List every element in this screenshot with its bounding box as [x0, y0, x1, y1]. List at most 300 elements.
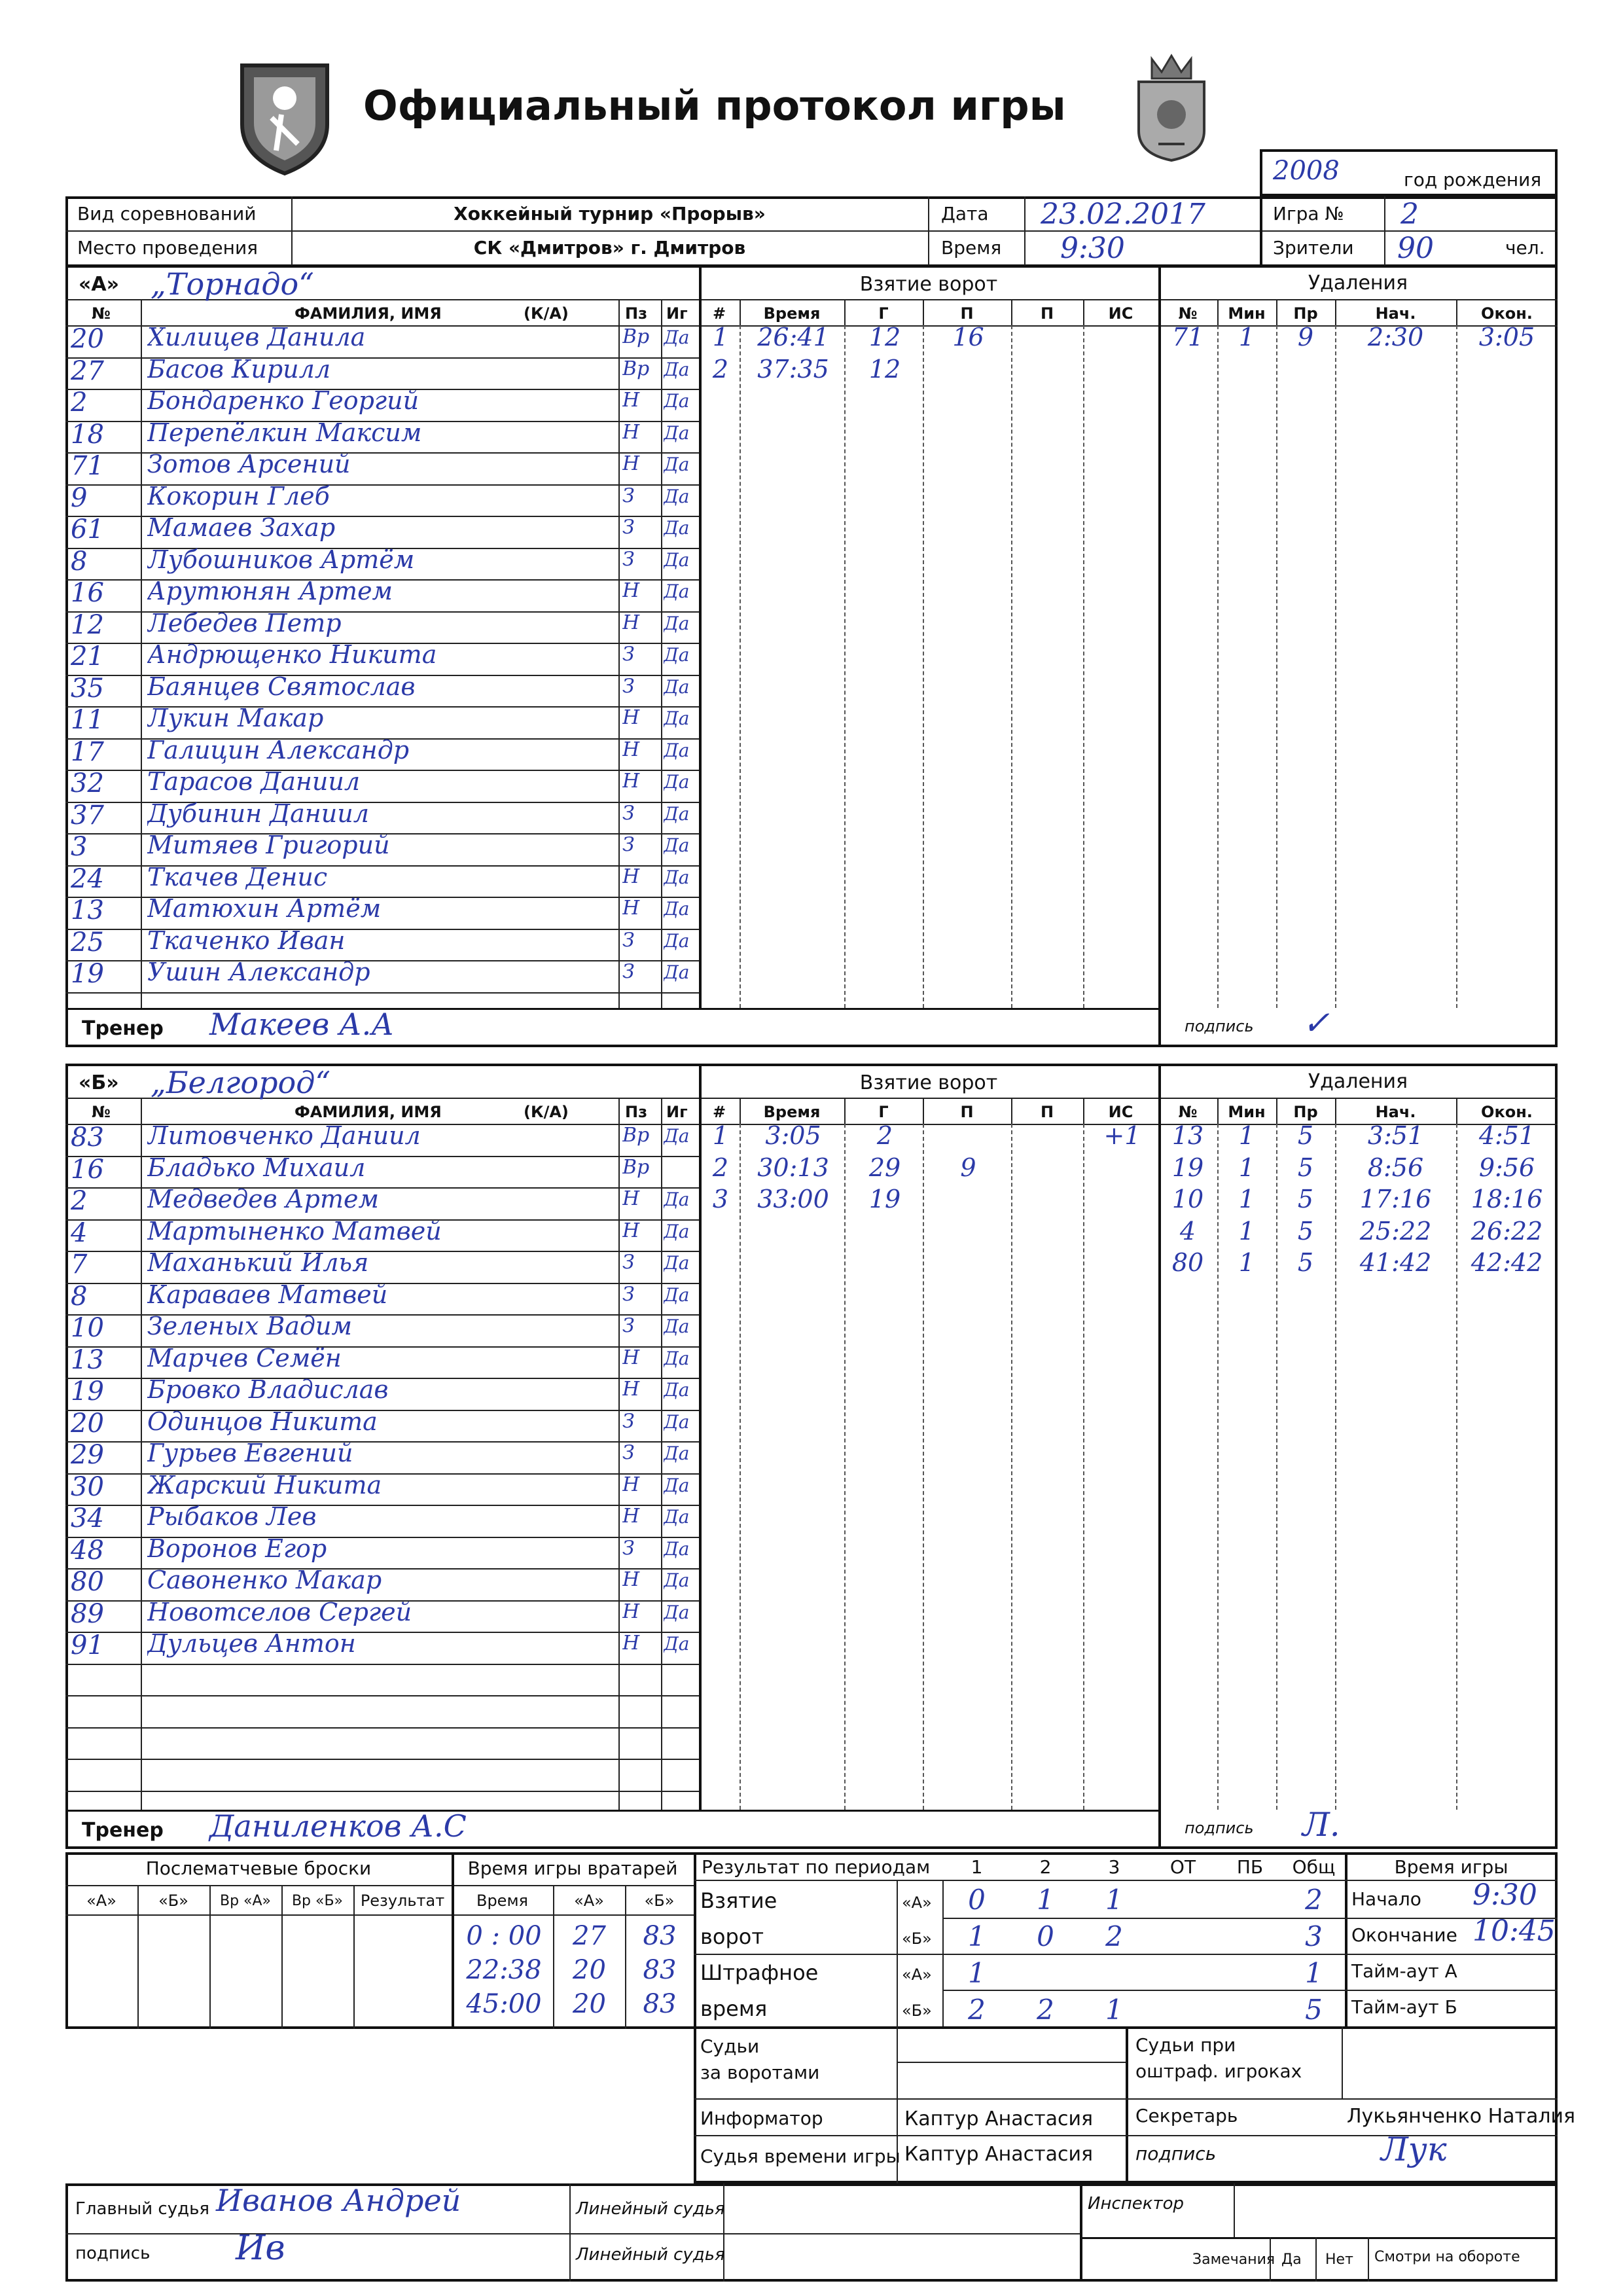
col-pen-num-label: №: [1178, 1103, 1198, 1121]
divider: [1217, 1098, 1219, 1124]
penalty-pr: 5: [1297, 1153, 1314, 1182]
competition-value: Хоккейный турнир «Прорыв»: [454, 203, 766, 224]
player-number: 11: [71, 705, 104, 735]
player-played: Да: [664, 1443, 690, 1464]
player-position: З: [622, 1251, 635, 1274]
player-position: Вр: [622, 1155, 650, 1179]
gk-time: 0 : 00: [466, 1921, 542, 1951]
player-position: З: [622, 1409, 635, 1433]
start-value: 9:30: [1472, 1878, 1537, 1912]
period-value-goals_a: 1: [1105, 1884, 1123, 1916]
coach-signature-label: подпись: [1185, 1819, 1254, 1837]
col-g-hash-label: #: [712, 304, 726, 323]
player-played: Да: [664, 1252, 690, 1274]
col-g-is-label: ИС: [1108, 1103, 1133, 1121]
penalty-end: 42:42: [1471, 1248, 1543, 1277]
player-name: Литовченко Даниил: [147, 1121, 421, 1150]
player-name: Хилицев Данила: [147, 323, 366, 351]
divider: [923, 299, 924, 325]
row-line: [65, 1727, 699, 1729]
player-name: Зотов Арсений: [147, 450, 351, 478]
linesman-1-label: Линейный судья: [576, 2199, 725, 2219]
pim-label-1: Штрафное: [700, 1960, 819, 1985]
coach-label: Тренер: [82, 1017, 164, 1040]
player-number: 83: [71, 1122, 104, 1153]
goal-n: 2: [712, 354, 729, 384]
page-title: Официальный протокол игры: [363, 82, 1066, 130]
col-name-label: ФАМИЛИЯ, ИМЯ: [294, 304, 442, 323]
player-name: Караваев Матвей: [147, 1280, 388, 1309]
divider: [1011, 325, 1012, 1008]
period-value-pim_a: 1: [968, 1957, 986, 1989]
player-played: Да: [664, 771, 690, 793]
penalty-end: 9:56: [1478, 1153, 1535, 1182]
player-name: Маханький Илья: [147, 1248, 369, 1277]
player-name: Марчев Семён: [147, 1343, 342, 1372]
goal-is: +1: [1103, 1121, 1141, 1150]
penalty-end: 26:22: [1471, 1216, 1543, 1246]
divider: [699, 1064, 702, 1810]
referee-label: Главный судья: [75, 2199, 210, 2219]
goal-n: 2: [712, 1153, 729, 1182]
player-number: 12: [71, 609, 104, 640]
player-number: 71: [71, 451, 104, 481]
col-ka-label: (К/А): [524, 1103, 569, 1121]
player-name: Лукин Макар: [147, 704, 324, 732]
remarks-no: Нет: [1325, 2251, 1353, 2268]
shootout-col-a: «А»: [86, 1892, 116, 1910]
timekeeper-value: Каптур Анастасия: [904, 2143, 1094, 2166]
divider: [740, 1124, 741, 1810]
goal-time: 33:00: [757, 1185, 829, 1213]
coach-signature-label: подпись: [1185, 1017, 1254, 1035]
player-position: Н: [622, 389, 640, 412]
player-number: 37: [71, 800, 104, 831]
col-pz-label: Пз: [625, 1103, 648, 1121]
goal-n: 1: [712, 323, 729, 351]
col-pen-start-label: Нач.: [1375, 304, 1416, 323]
player-name: Митяев Григорий: [147, 831, 390, 859]
row-line: [65, 1791, 699, 1792]
goal-p1: 16: [952, 323, 984, 351]
player-name: Гурьев Евгений: [147, 1439, 353, 1467]
player-played: Да: [664, 358, 690, 380]
player-position: З: [622, 1441, 635, 1464]
player-played: Да: [664, 1220, 690, 1242]
player-position: Вр: [622, 357, 650, 380]
player-played: Да: [664, 1283, 690, 1306]
player-name: Савоненко Макар: [147, 1566, 382, 1594]
gk-time-title: Время игры вратарей: [467, 1857, 678, 1879]
player-name: Мартыненко Матвей: [147, 1216, 442, 1246]
gk-a: 27: [573, 1921, 606, 1951]
period-value-goals_a: 0: [968, 1884, 986, 1916]
player-number: 13: [71, 895, 104, 925]
player-position: З: [622, 801, 635, 825]
player-number: 2: [71, 387, 88, 418]
player-name: Одинцов Никита: [147, 1407, 378, 1436]
divider: [1158, 265, 1161, 1047]
col-g-is-label: ИС: [1108, 304, 1133, 323]
divider: [618, 299, 620, 1008]
pim-team-b: «Б»: [902, 2001, 932, 2020]
timeout-b-label: Тайм-аут Б: [1351, 1996, 1457, 2018]
player-position: Вр: [622, 1124, 650, 1147]
penalty-min: 1: [1238, 1216, 1255, 1246]
player-position: Н: [622, 1632, 640, 1655]
player-number: 8: [71, 546, 88, 577]
game-no-value: 2: [1400, 198, 1419, 231]
col-pen-min-label: Мин: [1228, 304, 1266, 323]
player-played: Да: [664, 1379, 690, 1401]
divider: [1217, 299, 1219, 325]
divider: [141, 1098, 142, 1810]
player-played: Да: [664, 802, 690, 825]
player-played: Да: [664, 1125, 690, 1147]
coach-label: Тренер: [82, 1819, 164, 1842]
penalty-min: 1: [1238, 1153, 1255, 1182]
player-number: 89: [71, 1598, 104, 1629]
player-position: З: [622, 928, 635, 952]
col-g-p1-label: П: [960, 1103, 974, 1121]
penalty-start: 41:42: [1359, 1248, 1432, 1277]
col-num-label: №: [92, 1103, 111, 1121]
goal-n: 3: [712, 1185, 729, 1213]
divider: [1276, 1124, 1277, 1810]
player-number: 20: [71, 1408, 104, 1439]
player-played: Да: [664, 517, 690, 539]
player-name: Бровко Владислав: [147, 1375, 389, 1404]
penalty-pr: 5: [1297, 1185, 1314, 1213]
player-name: Басов Кирилл: [147, 354, 331, 384]
goals-team-b: «Б»: [902, 1929, 932, 1948]
col-pen-num-label: №: [1178, 304, 1198, 323]
period-value-goals_b: 2: [1105, 1920, 1123, 1952]
player-position: Н: [622, 1346, 640, 1369]
player-played: Да: [664, 834, 690, 856]
player-position: З: [622, 960, 635, 983]
player-name: Андрющенко Никита: [147, 640, 437, 669]
player-number: 32: [71, 768, 104, 798]
player-number: 13: [71, 1344, 104, 1375]
period-col-1: 2: [1039, 1856, 1052, 1878]
player-position: З: [622, 484, 635, 507]
col-pen-pr-label: Пр: [1293, 304, 1318, 323]
gk-col-time: Время: [476, 1892, 528, 1910]
team-a-name: „Торнадо“: [151, 266, 314, 302]
player-position: З: [622, 516, 635, 539]
divider: [661, 299, 662, 1008]
col-pen-start-label: Нач.: [1375, 1103, 1416, 1121]
player-position: Н: [622, 1219, 640, 1242]
goal-g: 19: [868, 1185, 901, 1213]
player-name: Галицин Александр: [147, 735, 410, 764]
goals-team-a: «А»: [902, 1893, 932, 1912]
row-line: [65, 1664, 699, 1665]
team-a-label: «А»: [79, 273, 119, 296]
player-number: 17: [71, 736, 104, 767]
player-played: Да: [664, 866, 690, 888]
divider: [844, 1098, 846, 1124]
player-played: Да: [664, 581, 690, 602]
player-name: Дульцев Антон: [147, 1629, 356, 1658]
game-time-title: Время игры: [1394, 1856, 1508, 1878]
divider: [740, 299, 741, 325]
gk-b: 83: [643, 1921, 677, 1951]
period-value-pim_a: 1: [1305, 1957, 1323, 1989]
col-ka-label: (К/А): [524, 304, 569, 323]
player-played: Да: [664, 961, 690, 983]
divider: [1011, 1124, 1012, 1810]
col-pen-end-label: Окон.: [1481, 1103, 1533, 1121]
period-col-3: ОТ: [1169, 1856, 1196, 1878]
divider: [1276, 325, 1277, 1008]
divider: [1335, 299, 1336, 325]
moscow-oblast-coat-of-arms: [1126, 46, 1217, 164]
col-g-time-label: Время: [763, 1103, 821, 1121]
player-played: Да: [664, 675, 690, 698]
player-position: Н: [622, 1505, 640, 1528]
goal-time: 37:35: [757, 354, 829, 384]
goals-label-2: ворот: [700, 1924, 764, 1949]
player-position: З: [622, 1314, 635, 1337]
player-played: Да: [664, 327, 690, 348]
player-name: Баянцев Святослав: [147, 672, 416, 701]
goal-g: 29: [868, 1153, 901, 1182]
player-played: Да: [664, 485, 690, 507]
divider: [1083, 299, 1084, 325]
penalty-num: 10: [1171, 1185, 1204, 1213]
competition-label: Вид соревнований: [77, 203, 257, 224]
player-name: Новотселов Сергей: [147, 1597, 412, 1626]
gk-col-a: «А»: [574, 1892, 604, 1910]
player-played: Да: [664, 739, 690, 761]
player-number: 7: [71, 1249, 88, 1280]
shootout-col-gk-b: Вр «Б»: [291, 1893, 344, 1909]
shootout-col-b: «Б»: [158, 1892, 188, 1910]
penalty-end: 18:16: [1471, 1185, 1543, 1213]
col-g-p1-label: П: [960, 304, 974, 323]
divider: [1456, 1098, 1457, 1124]
divider: [699, 265, 702, 1008]
player-played: Да: [664, 898, 690, 920]
period-col-0: 1: [971, 1856, 983, 1878]
spectators-value: 90: [1397, 232, 1434, 265]
penalty-min: 1: [1238, 323, 1255, 351]
player-name: Кокорин Глеб: [147, 481, 330, 511]
period-col-5: Общ: [1292, 1856, 1336, 1878]
player-number: 18: [71, 419, 104, 450]
coach-name: Даниленков А.С: [209, 1808, 467, 1844]
player-position: Н: [622, 865, 640, 888]
pim-label-2: время: [700, 1996, 768, 2021]
gk-a: 20: [573, 1955, 606, 1985]
divider: [1083, 325, 1084, 1008]
col-g-time-label: Время: [763, 304, 821, 323]
period-value-goals_b: 1: [968, 1920, 986, 1952]
player-number: 19: [71, 1376, 104, 1407]
divider: [923, 325, 924, 1008]
player-number: 8: [71, 1281, 88, 1312]
divider: [141, 299, 142, 1008]
shootout-title: Послематчевые броски: [145, 1857, 372, 1879]
goal-g: 12: [868, 323, 901, 351]
divider: [1456, 1124, 1457, 1810]
player-name: Перепёлкин Максим: [147, 418, 422, 447]
player-played: Да: [664, 929, 690, 952]
player-number: 27: [71, 355, 104, 386]
penalty-start: 2:30: [1367, 323, 1424, 351]
referee-value: Иванов Андрей: [216, 2183, 461, 2218]
penalty-end: 3:05: [1478, 323, 1535, 351]
divider: [1011, 1098, 1012, 1124]
col-g-p2-label: П: [1040, 1103, 1054, 1121]
divider: [740, 1098, 741, 1124]
player-number: 10: [71, 1313, 104, 1343]
player-name: Воронов Егор: [147, 1534, 327, 1563]
secretary-label: Секретарь: [1135, 2105, 1238, 2126]
remarks-yes: Да: [1281, 2251, 1302, 2268]
penalty-min: 1: [1238, 1121, 1255, 1150]
coach-name: Макеев А.А: [209, 1007, 395, 1042]
divider: [1011, 299, 1012, 325]
period-col-2: 3: [1108, 1856, 1120, 1878]
penalty-min: 1: [1238, 1248, 1255, 1277]
col-name-label: ФАМИЛИЯ, ИМЯ: [294, 1103, 442, 1121]
player-played: Да: [664, 390, 690, 412]
penalty-pr: 5: [1297, 1248, 1314, 1277]
period-value-pim_b: 2: [1037, 1994, 1054, 2026]
secretary-signature: Лук: [1381, 2130, 1447, 2168]
player-position: З: [622, 1282, 635, 1306]
divider: [1335, 325, 1336, 1008]
player-played: Да: [664, 612, 690, 634]
secretary-signature-label: подпись: [1135, 2143, 1217, 2164]
period-value-goals_a: 1: [1037, 1884, 1054, 1916]
penalty-judges-label-2: оштраф. игроках: [1135, 2060, 1302, 2082]
penalty-start: 25:22: [1359, 1216, 1432, 1246]
player-position: Вр: [622, 325, 650, 348]
penalty-num: 80: [1171, 1248, 1204, 1277]
player-position: Н: [622, 1473, 640, 1496]
period-value-pim_b: 2: [968, 1994, 986, 2026]
player-position: З: [622, 643, 635, 666]
penalty-num: 19: [1171, 1153, 1204, 1182]
divider: [699, 1098, 1558, 1099]
player-name: Бондаренко Георгий: [147, 386, 419, 415]
col-g-hash-label: #: [712, 1103, 726, 1121]
period-value-goals_b: 3: [1305, 1920, 1323, 1952]
player-played: Да: [664, 1347, 690, 1369]
penalty-min: 1: [1238, 1185, 1255, 1213]
player-number: 3: [71, 832, 88, 862]
player-position: Н: [622, 611, 640, 634]
gk-col-b: «Б»: [644, 1892, 675, 1910]
period-value-pim_b: 5: [1305, 1994, 1323, 2026]
coach-signature: ✓: [1302, 1004, 1330, 1042]
divider: [1335, 1124, 1336, 1810]
birth-year-value: 2008: [1273, 156, 1340, 186]
player-position: З: [622, 547, 635, 571]
shootout-col-result: Результат: [360, 1892, 445, 1910]
player-played: Да: [664, 548, 690, 571]
player-played: Да: [664, 1537, 690, 1560]
game-no-label: Игра №: [1273, 203, 1344, 224]
player-position: Н: [622, 1187, 640, 1210]
referee-signature-label: подпись: [75, 2244, 151, 2263]
penalty-pr: 9: [1297, 323, 1314, 351]
player-played: Да: [664, 1189, 690, 1210]
timeout-a-label: Тайм-аут А: [1351, 1960, 1457, 1982]
divider: [923, 1124, 924, 1810]
player-number: 34: [71, 1503, 104, 1534]
period-col-4: ПБ: [1236, 1856, 1264, 1878]
remarks-label: Замечания: [1192, 2251, 1275, 2268]
player-played: Да: [664, 1506, 690, 1528]
player-played: Да: [664, 644, 690, 666]
player-position: Н: [622, 770, 640, 793]
goal-time: 3:05: [765, 1121, 821, 1150]
end-value: 10:45: [1472, 1914, 1556, 1948]
timekeeper-label: Судья времени игры: [700, 2145, 901, 2167]
birth-year-label: год рождения: [1404, 169, 1542, 190]
row-line: [65, 1695, 699, 1696]
divider: [740, 325, 741, 1008]
penalty-pr: 5: [1297, 1216, 1314, 1246]
player-played: Да: [664, 1316, 690, 1337]
gk-b: 83: [643, 1989, 677, 2019]
player-name: Дубинин Даниил: [147, 798, 369, 828]
col-g-g-label: Г: [878, 1103, 889, 1121]
penalty-judges-label-1: Судьи при: [1135, 2034, 1236, 2056]
period-value-goals_b: 0: [1037, 1920, 1054, 1952]
divider: [699, 299, 1558, 300]
divider: [1276, 1098, 1277, 1124]
time-value: 9:30: [1060, 232, 1125, 265]
player-number: 25: [71, 927, 104, 958]
player-position: Н: [622, 1378, 640, 1401]
player-position: Н: [622, 420, 640, 444]
time-label: Время: [941, 237, 1002, 259]
player-number: 91: [71, 1630, 104, 1660]
divider: [844, 1124, 846, 1810]
player-number: 19: [71, 959, 104, 989]
penalty-end: 4:51: [1478, 1121, 1535, 1150]
player-number: 30: [71, 1471, 104, 1502]
col-pz-label: Пз: [625, 304, 648, 323]
player-name: Бладько Михаил: [147, 1153, 366, 1182]
team-b-name: „Белгород“: [151, 1065, 330, 1100]
player-name: Ушин Александр: [147, 958, 370, 986]
penalty-num: 71: [1171, 323, 1204, 351]
player-number: 16: [71, 578, 104, 608]
player-played: Да: [664, 1601, 690, 1623]
goal-judges-label-2: за воротами: [700, 2062, 820, 2083]
spectators-label: Зрители: [1273, 237, 1354, 259]
spectators-unit: чел.: [1505, 237, 1545, 259]
divider: [844, 325, 846, 1008]
player-number: 29: [71, 1440, 104, 1470]
col-ig-label: Иг: [666, 304, 688, 323]
goal-judges-label-1: Судьи: [700, 2036, 760, 2057]
player-number: 21: [71, 641, 104, 672]
linesman-2-label: Линейный судья: [576, 2245, 725, 2265]
player-position: Н: [622, 452, 640, 475]
player-name: Ткачев Денис: [147, 862, 328, 891]
player-number: 9: [71, 482, 88, 513]
goal-p1: 9: [960, 1153, 976, 1182]
goal-time: 26:41: [757, 323, 829, 351]
